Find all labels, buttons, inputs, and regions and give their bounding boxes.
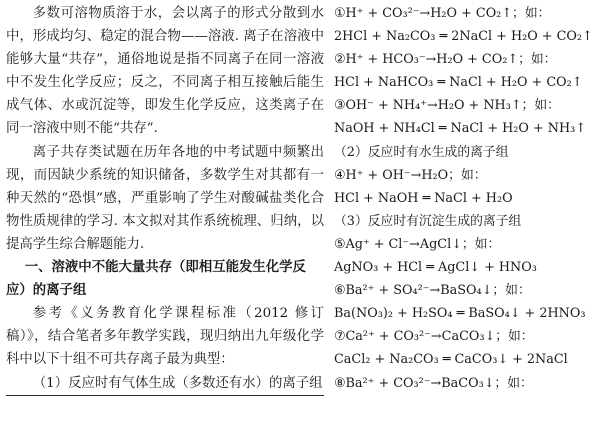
equation-line: ②H⁺ + HCO₃⁻→H₂O + CO₂↑；如： xyxy=(334,52,557,68)
sub-heading-gas: （1）反应时有气体生成（多数还有水）的离子组 xyxy=(6,372,324,396)
left-column xyxy=(6,2,324,396)
equation-line: AgNO₃ + HCl ═ AgCl↓ + HNO₃ xyxy=(334,260,537,276)
equation-line: CaCl₂ + Na₂CO₃ ═ CaCO₃↓ + 2NaCl xyxy=(334,352,568,368)
group-heading-precipitate: （3）反应时有沉淀生成的离子组 xyxy=(334,213,522,229)
section-heading: 一、溶液中不能大量共存（即相互能发生化学反应）的离子组 xyxy=(6,260,306,299)
second-paragraph: 离子共存类试题在历年各地的中考试题中频繁出现，而因缺少系统的知识储备，多数学生对其都有一种天然的“恐惧”感，严重影响了学生对酸碱盐类化合物性质规律的学习. 本文拟对其作系统梳理、归纳，以提高学生综合解题能力. xyxy=(6,144,324,252)
equation-line: ⑥Ba²⁺ + SO₄²⁻→BaSO₄↓；如： xyxy=(334,283,531,299)
equation-line: ⑧Ba²⁺ + CO₃²⁻→BaCO₃↓；如： xyxy=(334,375,533,391)
group-heading-water: （2）反应时有水生成的离子组 xyxy=(334,144,509,160)
third-paragraph: 参考《义务教育化学课程标准（2012 修订稿）》，结合笔者多年教学实践，现归纳出九年级化学科中以下十组不可共存离子最为典型： xyxy=(6,306,324,368)
equation-line: ⑤Ag⁺ + Cl⁻→AgCl↓；如： xyxy=(334,236,501,252)
equation-line: ③OH⁻ + NH₄⁺→H₂O + NH₃↑；如： xyxy=(334,98,560,114)
equation-line: NaOH + NH₄Cl ═ NaCl + H₂O + NH₃↑ xyxy=(334,121,586,137)
equation-line: Ba(NO₃)₂ + H₂SO₄ ═ BaSO₄↓ + 2HNO₃ xyxy=(334,306,586,322)
equation-line: 2HCl + Na₂CO₃ ═ 2NaCl + H₂O + CO₂↑ xyxy=(334,29,593,45)
equation-line: ④H⁺ + OH⁻→H₂O；如： xyxy=(334,167,487,183)
equation-line: ①H⁺ + CO₃²⁻→H₂O + CO₂↑；如： xyxy=(334,6,551,21)
right-column xyxy=(334,2,596,395)
equation-line: ⑦Ca²⁺ + CO₃²⁻→CaCO₃↓；如： xyxy=(334,329,534,345)
intro-paragraph: 多数可溶物质溶于水，会以离子的形式分散到水中，形成均匀、稳定的混合物——溶液. 离子在溶液中能够大量“共存”，通俗地说是指不同离子在同一溶液中不发生化学反应；反之，不同离子相互接触后能生成气体、水或沉淀等，即发生化学反应，这类离子在同一溶液中则不能“共存”. xyxy=(6,6,324,137)
equation-line: HCl + NaOH ═ NaCl + H₂O xyxy=(334,190,513,206)
equation-line: HCl + NaHCO₃ ═ NaCl + H₂O + CO₂↑ xyxy=(334,75,583,91)
